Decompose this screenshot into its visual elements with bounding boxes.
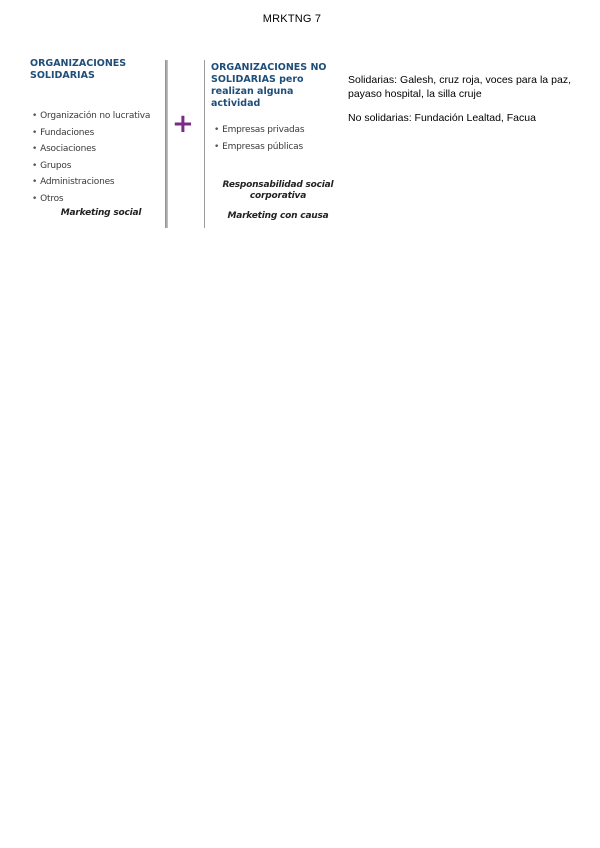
list-item: • Organización no lucrativa [32, 108, 150, 125]
column-divider-thin [204, 60, 205, 228]
plus-icon: + [172, 109, 194, 139]
solidarias-note: Solidarias: Galesh, cruz roja, voces para la paz, payaso hospital, la silla cruje [348, 74, 571, 100]
title-main: ORGANIZACIONES NO SOLIDARIAS [211, 62, 327, 85]
solidarity-orgs-list [32, 108, 150, 207]
marketing-social-label: Marketing social [60, 208, 142, 218]
list-item: • Empresas públicas [214, 139, 304, 156]
non-solidarity-orgs-list [214, 122, 304, 155]
solidarity-orgs-column [30, 58, 165, 82]
list-item: • Otros [32, 191, 150, 208]
notes-block [348, 73, 571, 135]
list-item: • Asociaciones [32, 141, 150, 158]
page-header: MRKTNG 7 [262, 13, 322, 25]
csr-label: Responsabilidad social corporativa [222, 180, 334, 201]
title-rest: pero realizan alguna actividad [211, 74, 304, 109]
list-item: • Grupos [32, 158, 150, 175]
cause-marketing-label: Marketing con causa [227, 211, 329, 221]
no-solidarias-note: No solidarias: Fundación Lealtad, Facua [348, 112, 536, 124]
non-solidarity-orgs-title [211, 62, 341, 110]
list-item: • Fundaciones [32, 125, 150, 142]
organizations-figure [30, 58, 340, 230]
list-item: • Empresas privadas [214, 122, 304, 139]
column-divider [165, 60, 168, 228]
solidarity-orgs-title: ORGANIZACIONES SOLIDARIAS [30, 58, 127, 81]
list-item: • Administraciones [32, 174, 150, 191]
non-solidarity-orgs-column [211, 62, 341, 110]
